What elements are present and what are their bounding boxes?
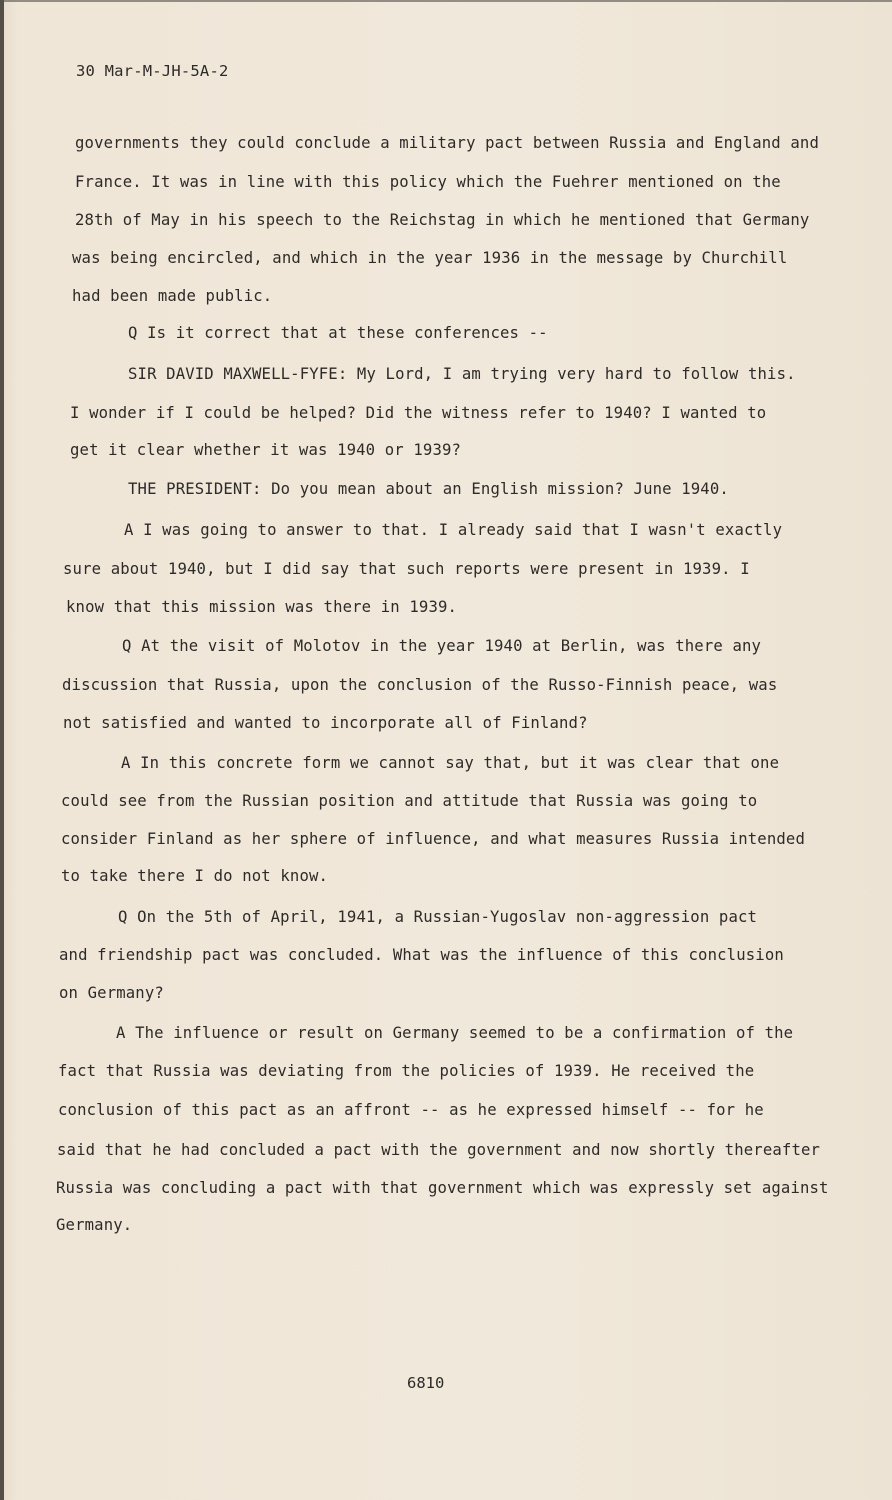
text-line: said that he had concluded a pact with the government and now shortly thereafter [57,1141,821,1159]
text-line: I wonder if I could be helped? Did the witness refer to 1940? I wanted to [70,404,767,422]
text-line: get it clear whether it was 1940 or 1939? [70,441,462,459]
text-line: Q On the 5th of April, 1941, a Russian-Yugoslav non-aggression pact [118,908,758,926]
text-line: A The influence or result on Germany seemed to be a confirmation of the [116,1024,794,1042]
text-line: THE PRESIDENT: Do you mean about an English mission? June 1940. [128,480,729,498]
page-binding-edge [0,0,4,1500]
text-line: know that this mission was there in 1939. [66,598,458,616]
text-line: could see from the Russian position and attitude that Russia was going to [61,792,758,810]
text-line: Russia was concluding a pact with that government which was expressly set against [56,1179,829,1197]
text-line: conclusion of this pact as an affront -- as he expressed himself -- for he [58,1101,764,1119]
text-line: was being encircled, and which in the year 1936 in the message by Churchill [72,249,788,267]
text-line: and friendship pact was concluded. What was the influence of this conclusion [59,946,784,964]
text-line: not satisfied and wanted to incorporate all of Finland? [63,714,588,732]
text-line: A In this concrete form we cannot say that, but it was clear that one [121,754,780,772]
text-line: fact that Russia was deviating from the policies of 1939. He received the [58,1062,755,1080]
text-line: SIR DAVID MAXWELL-FYFE: My Lord, I am trying very hard to follow this. [128,365,796,383]
text-line: A I was going to answer to that. I already said that I wasn't exactly [124,521,783,539]
text-line: governments they could conclude a military pact between Russia and England and [75,134,819,152]
text-line: discussion that Russia, upon the conclusion of the Russo-Finnish peace, was [62,676,778,694]
text-line: France. It was in line with this policy which the Fuehrer mentioned on the [75,173,781,191]
text-line: Q Is it correct that at these conferences -- [128,324,548,342]
text-line: sure about 1940, but I did say that such reports were present in 1939. I [63,560,750,578]
text-line: 28th of May in his speech to the Reichstag in which he mentioned that Germany [75,211,810,229]
text-line: on Germany? [59,984,164,1002]
page-header-code: 30 Mar-M-JH-5A-2 [76,62,229,80]
text-line: had been made public. [72,287,273,305]
text-line: consider Finland as her sphere of influence, and what measures Russia intended [61,830,805,848]
text-line: Q At the visit of Molotov in the year 1940 at Berlin, was there any [122,637,762,655]
text-line: Germany. [56,1216,133,1234]
page-top-edge [0,0,892,2]
page-number: 6810 [407,1374,445,1392]
text-line: to take there I do not know. [61,867,329,885]
